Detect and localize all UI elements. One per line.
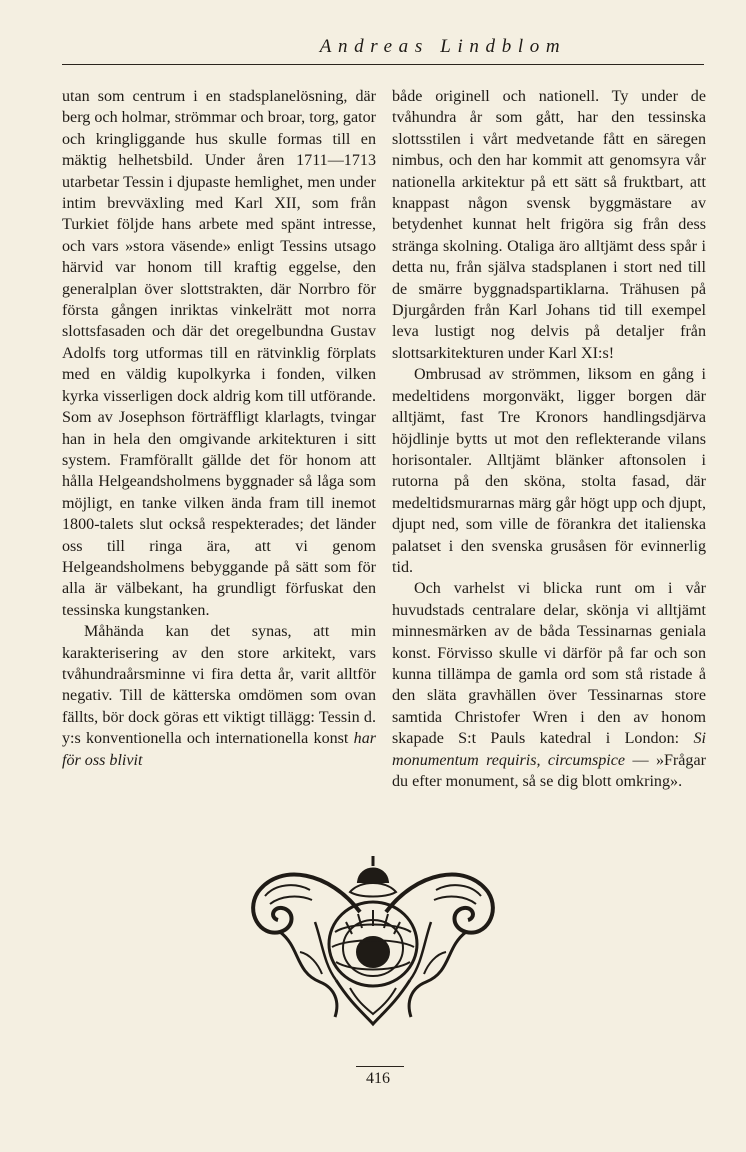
baroque-cartouche-ornament-icon: [240, 852, 506, 1028]
left-paragraph-1: utan som centrum i en stadsplanelösning, där berg och holmar, strömmar och broar, torg, gator och kringliggande hus skulle formas till en mäktig helhetsbild. Under åren 1711—1713 utarbetar Tessin i djupaste hemlighet, men under intim brevväxling med Karl XII, som från Turkiet följde hans arbete med spänt intresse, och vars »stora väsende» enligt Tessins utsago härvid var honom till kraftig eggelse, den generalplan över slottstrakten, där Norrbro för första gången inriktas vinkelrätt mot norra slottsfasaden och där det oregelbundna Gustav Adolfs torg utformas till en rätvinklig förplats med en väldig kupolkyrka i fonden, vilken kyrka visserligen dock aldrig kom till utförande. Som av Josephson förträffligt klarlagts, tvingar han in hela den omgivande arkitekturen i sitt system. Framförallt gällde det för honom att hålla Helgeandsholmens byggnader så låga som möjligt, en tanke vilken ända fram till inemot 1800-talets slut också respekterades; det länder oss till ringa ära, att vi genom Helgeandsholmens bebyggande på sätt som för alla är välbekant, ha grundligt förfuskat den tessinska kungstanken.: [62, 88, 376, 619]
left-paragraph-2-text: Måhända kan det synas, att min karakterisering av den store arkitekt, vars tvåhundraårsminne vi fira detta år, varit alltför negativ. Till de kätterska omdömen som ovan fällts, bör dock göras ett viktigt tillägg: Tessin d. y:s konventionella och internationella konst: [62, 623, 376, 748]
right-paragraph-3-end: — »Frågar du efter monument, så se dig blott omkring».: [392, 751, 706, 790]
left-column: [62, 86, 376, 771]
right-column: [392, 86, 706, 792]
right-paragraph-2: Ombrusad av strömmen, liksom en gång i medeltidens morgonväkt, ligger borgen där alltjämt, fast Tre Kronors handlingsdjärva höjdlinje bytts ut mot den reflekterande vilans horisontaler. Alltjämt blänker aftonsolen i rutorna på den sköna, stolta fasad, där medeltidsmurarnas märg går högt upp och djupt, djupt ned, som ville de förankra det italienska palatset i den svenska grusåsen för evinnerlig tid.: [392, 366, 706, 576]
running-title: Andreas Lindblom: [319, 36, 567, 57]
left-paragraph-2: [62, 621, 376, 771]
right-paragraph-1: både originell och nationell. Ty under de tvåhundra år som gått, har den tessinska slottsstilen i vårt medvetande fått en säregen nimbus, och den har kommit att genomsyra vår nationella arkitektur på ett sätt så fruktbart, att knappast någon svensk byggmästare av betydenhet kunnat helt frigöra sig från dess stränga skolning. Otaliga äro alltjämt dess spår i detta nu, från själva stadsplanen i stort ned till de smärre byggnadspartiklarna. Trähusen på Djurgården från Karl Johans tid till exempel leva lustigt nog delvis på detaljer från slottsarkitekturen under Karl XI:s!: [392, 88, 706, 362]
latin-quote: Si monumentum requiris, circumspice: [392, 730, 706, 769]
page-number: 416: [366, 1070, 390, 1087]
right-paragraph-3-text: Och varhelst vi blicka runt om i vår huvudstads centralare delar, skönja vi alltjämt minnesmärken av de båda Tessinarnas geniala konst. Förvisso skulle vi därför på far och son kunna tillämpa de gamla ord som stå ristade å den släta gravhällen över Tessinarnas store samtida Christofer Wren i den av honom skapade S:t Pauls katedral i London:: [392, 580, 706, 748]
folio-rule: [356, 1066, 404, 1067]
right-paragraph-3: [392, 578, 706, 792]
left-paragraph-2-italic: har för oss blivit: [62, 730, 376, 769]
header-rule: [62, 64, 704, 65]
